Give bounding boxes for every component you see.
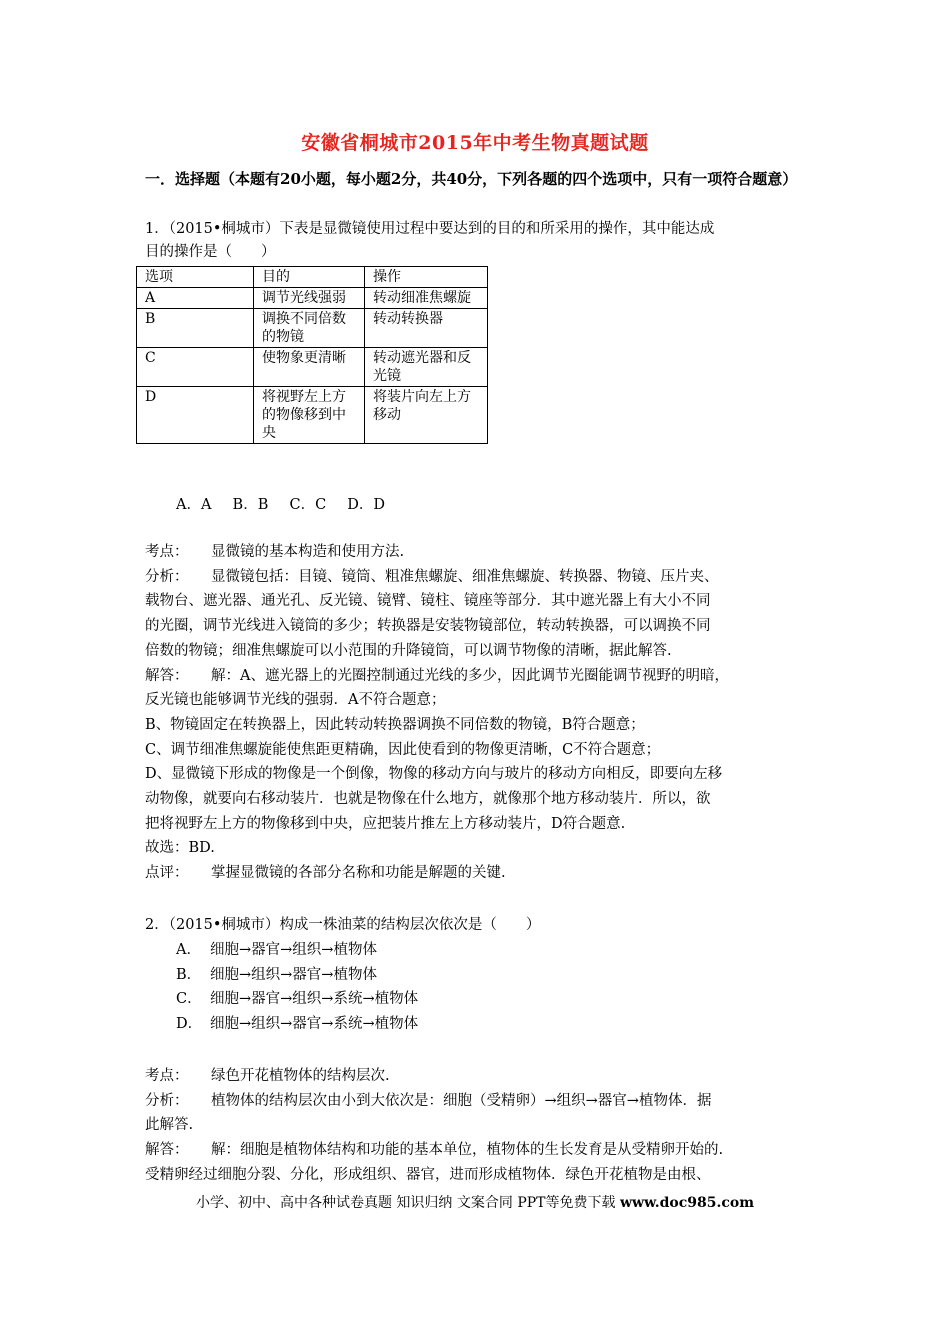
option-key: D． — [176, 1016, 203, 1032]
table-row — [137, 288, 488, 309]
question-2-option — [176, 963, 377, 988]
table-cell-option: C — [137, 348, 254, 387]
jieda-line: C、调节细准焦螺旋能使焦距更精确，因此使看到的物像更清晰，C不符合题意； — [145, 741, 661, 758]
option-key: B． — [176, 967, 202, 983]
table-cell-operation: 转动遮光器和反光镜 — [365, 348, 488, 387]
question-1-stem-line2: 目的操作是（ ） — [145, 244, 276, 260]
jieda-label: 解答： — [145, 1142, 189, 1159]
jieda-line: 受精卵经过细胞分裂、分化，形成组织、器官，进而形成植物体．绿色开花植物是由根、 — [145, 1166, 711, 1183]
question-2-option — [176, 1012, 418, 1037]
fenxi-line: 倍数的物镜；细准焦螺旋可以小范围的升降镜筒，可以调节物像的清晰，据此解答. — [145, 642, 672, 659]
jieda-line: 动物像，就要向右移动装片．也就是物像在什么地方，就像那个地方移动装片．所以，欲 — [145, 791, 711, 808]
table-header-cell: 操作 — [365, 267, 488, 288]
options-table — [136, 266, 488, 444]
table-header-row — [137, 267, 488, 288]
jieda-line: B、物镜固定在转换器上，因此转动转换器调换不同倍数的物镜，B符合题意； — [145, 716, 645, 733]
question-2-stem: 2．（2015•桐城市）构成一株油菜的结构层次依次是（ ） — [145, 917, 541, 933]
kaodian-text: 绿色开花植物体的结构层次. — [211, 1068, 390, 1084]
question-2-option — [176, 987, 418, 1012]
fenxi-line: 此解答. — [145, 1117, 194, 1134]
fenxi-line: 的光圈，调节光线进入镜筒的多少；转换器是安装物镜部位，转动转换器，可以调换不同 — [145, 618, 711, 635]
table-cell-goal: 使物象更清晰 — [254, 348, 365, 387]
question-1-analysis — [145, 540, 815, 886]
table-row — [137, 348, 488, 387]
fenxi-line: 载物台、遮光器、通光孔、反光镜、镜臂、镜柱、镜座等部分．其中遮光器上有大小不同 — [145, 593, 711, 610]
jieda-text: 解：细胞是植物体结构和功能的基本单位，植物体的生长发育是从受精卵开始的. — [211, 1142, 724, 1159]
question-1-stem — [145, 218, 714, 264]
jieda-line: D、显微镜下形成的物像是一个倒像，物像的移动方向与玻片的移动方向相反，即要向左移 — [145, 766, 723, 783]
table-cell-operation: 转动转换器 — [365, 309, 488, 348]
table-cell-option: A — [137, 288, 254, 309]
jieda-line: 反光镜也能够调节光线的强弱．A不符合题意； — [145, 692, 446, 709]
jieda-label: 解答： — [145, 667, 189, 684]
option-key: C． — [176, 991, 202, 1007]
jieda-row — [145, 1138, 815, 1163]
option-key: A． — [176, 942, 201, 958]
footer-site: www.doc985.com — [619, 1195, 755, 1211]
table-row — [137, 309, 488, 348]
jieda-text: 解：A、遮光器上的光圈控制通过光线的多少，因此调节光圈能调节视野的明暗， — [211, 667, 729, 684]
kaodian-row — [145, 1064, 815, 1089]
page-footer — [0, 1192, 950, 1212]
table-cell-operation: 转动细准焦螺旋 — [365, 288, 488, 309]
kaodian-text: 显微镜的基本构造和使用方法. — [211, 544, 405, 560]
table-cell-goal: 将视野左上方的物像移到中央 — [254, 387, 365, 444]
fenxi-text: 植物体的结构层次由小到大依次是：细胞（受精卵）→组织→器官→植物体．据 — [211, 1092, 712, 1109]
table-cell-goal: 调节光线强弱 — [254, 288, 365, 309]
option-text: 细胞→组织→器官→植物体 — [210, 967, 377, 983]
section-heading: 一．选择题（本题有20小题，每小题2分，共40分，下列各题的四个选项中，只有一项符合题意） — [145, 170, 798, 188]
jieda-row — [145, 664, 815, 689]
option-text: 细胞→器官→组织→系统→植物体 — [210, 991, 419, 1007]
table-header-cell: 选项 — [137, 267, 254, 288]
option-text: 细胞→器官→组织→植物体 — [210, 942, 377, 958]
table-row — [137, 387, 488, 444]
fenxi-row — [145, 565, 815, 590]
fenxi-text: 显微镜包括：目镜、镜筒、粗准焦螺旋、细准焦螺旋、转换器、物镜、压片夹、 — [211, 568, 719, 585]
table-header-cell: 目的 — [254, 267, 365, 288]
kaodian-label: 考点： — [145, 544, 189, 560]
kaodian-row — [145, 540, 815, 565]
table-cell-goal: 调换不同倍数的物镜 — [254, 309, 365, 348]
dianping-text: 掌握显微镜的各部分名称和功能是解题的关键. — [211, 865, 506, 882]
option-text: 细胞→组织→器官→系统→植物体 — [210, 1016, 419, 1032]
question-2-option — [176, 938, 377, 963]
page-title: 安徽省桐城市2015年中考生物真题试题 — [301, 132, 649, 154]
jieda-line: 把将视野左上方的物像移到中央，应把装片推左上方移动装片，D符合题意. — [145, 815, 626, 832]
question-2-analysis — [145, 1064, 815, 1188]
table-cell-option: D — [137, 387, 254, 444]
table-cell-option: B — [137, 309, 254, 348]
kaodian-label: 考点： — [145, 1068, 189, 1084]
question-1-choices: A．A B．B C．C D．D — [176, 497, 386, 513]
answer-line: 故选：BD. — [145, 840, 215, 857]
fenxi-row — [145, 1089, 815, 1114]
dianping-row — [145, 861, 815, 886]
footer-text: 小学、初中、高中各种试卷真题 知识归纳 文案合同 PPT等免费下载 — [195, 1195, 616, 1211]
dianping-label: 点评： — [145, 865, 189, 882]
fenxi-label: 分析： — [145, 1092, 189, 1109]
question-1-stem-line1: 1．（2015•桐城市）下表是显微镜使用过程中要达到的目的和所采用的操作，其中能达成 — [145, 221, 715, 237]
table-cell-operation: 将装片向左上方移动 — [365, 387, 488, 444]
fenxi-label: 分析： — [145, 568, 189, 585]
